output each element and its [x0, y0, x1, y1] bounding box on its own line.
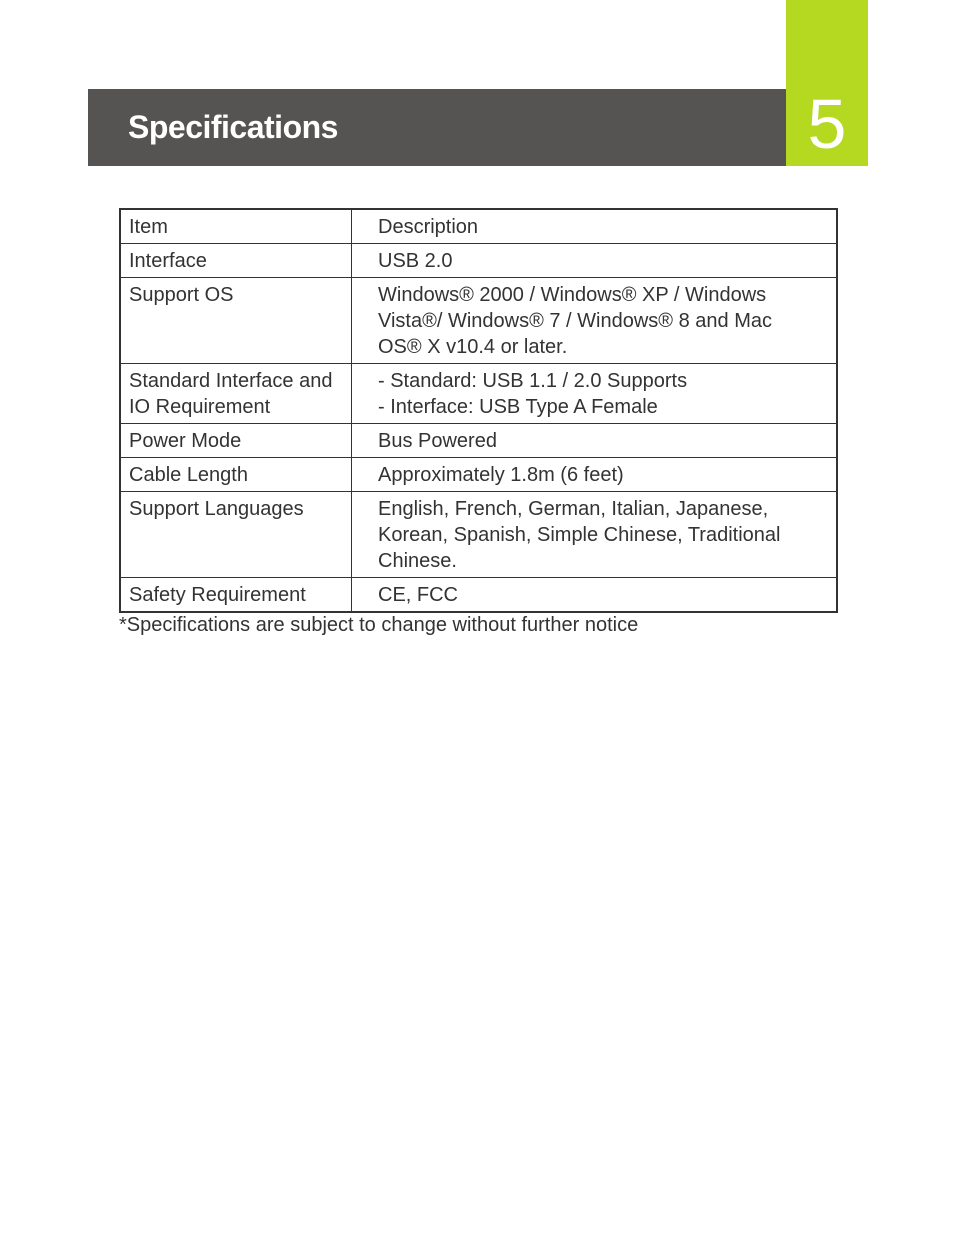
spec-description-cell [352, 244, 838, 278]
spec-description-cell [352, 424, 838, 458]
spec-item-cell [120, 492, 352, 578]
spec-item-cell [120, 578, 352, 613]
spec-description-line: Vista®/ Windows® 7 / Windows® 8 and Mac [378, 310, 772, 332]
column-header-description: Description [352, 209, 838, 244]
spec-item-cell [120, 244, 352, 278]
table-body [120, 244, 837, 613]
spec-item-cell [120, 364, 352, 424]
spec-description-line: OS® X v10.4 or later. [378, 336, 568, 358]
table-row [120, 278, 837, 364]
spec-item-cell [120, 278, 352, 364]
spec-description-cell [352, 278, 838, 364]
table-header-row [120, 209, 837, 244]
table-row [120, 578, 837, 613]
spec-description-cell [352, 578, 838, 613]
page-title: Specifications [128, 109, 338, 145]
table-row [120, 424, 837, 458]
footnote: *Specifications are subject to change without further notice [119, 614, 639, 636]
spec-item-line: Cable Length [129, 464, 248, 486]
table-row [120, 244, 837, 278]
spec-item-line: IO Requirement [129, 396, 271, 418]
spec-description-line: Windows® 2000 / Windows® XP / Windows [378, 284, 767, 306]
spec-item-cell [120, 458, 352, 492]
section-header-bar [88, 89, 786, 166]
spec-item-line: Support OS [129, 284, 234, 306]
spec-description-cell [352, 364, 838, 424]
spec-description-line: - Standard: USB 1.1 / 2.0 Supports [378, 370, 688, 392]
table-row [120, 458, 837, 492]
spec-item-line: Safety Requirement [129, 584, 306, 606]
column-header-item: Item [120, 209, 352, 244]
chapter-tab [786, 0, 868, 166]
chapter-number: 5 [807, 85, 847, 163]
specifications-table [119, 208, 838, 613]
spec-description-line: CE, FCC [378, 584, 458, 606]
spec-item-cell [120, 424, 352, 458]
spec-description-cell [352, 458, 838, 492]
spec-description-line: USB 2.0 [378, 250, 453, 272]
spec-item-line: Standard Interface and [129, 370, 333, 392]
spec-description-cell [352, 492, 838, 578]
spec-description-line: Chinese. [378, 550, 457, 572]
table-row [120, 492, 837, 578]
table-row [120, 364, 837, 424]
spec-description-line: Bus Powered [378, 430, 497, 452]
spec-item-line: Support Languages [129, 498, 304, 520]
spec-description-line: English, French, German, Italian, Japanese, [378, 498, 769, 520]
spec-description-line: Approximately 1.8m (6 feet) [378, 464, 624, 486]
spec-description-line: - Interface: USB Type A Female [378, 396, 658, 418]
spec-item-line: Power Mode [129, 430, 242, 452]
spec-description-line: Korean, Spanish, Simple Chinese, Traditional [378, 524, 781, 546]
spec-item-line: Interface [129, 250, 207, 272]
